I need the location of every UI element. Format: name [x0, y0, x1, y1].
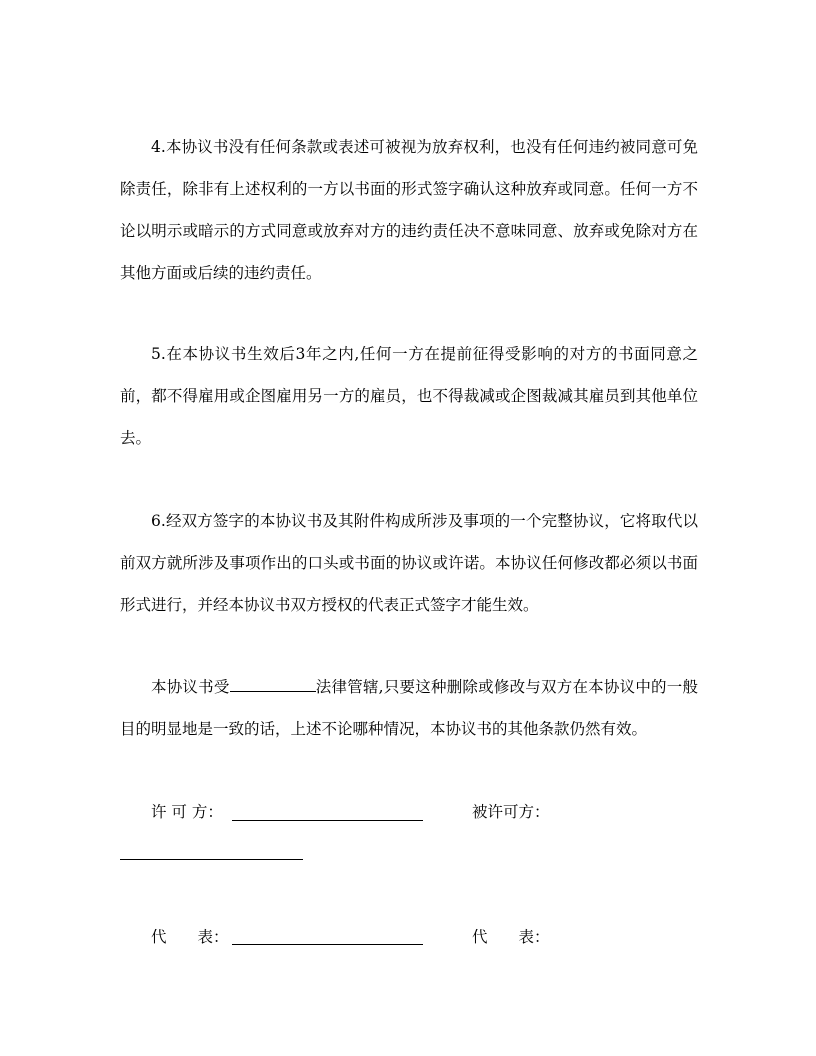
governing-law-clause	[120, 666, 698, 750]
governing-law-blank	[230, 677, 316, 692]
licensee-signature-line	[120, 859, 303, 860]
licensee-label: 被许可方：	[472, 803, 550, 821]
licensor-signature-line	[232, 820, 423, 821]
licensor-label: 许 可 方：	[151, 803, 223, 821]
governing-law-prefix: 本协议书受	[151, 678, 230, 696]
representative-left-line	[232, 944, 423, 945]
clause-6: 6.经双方签字的本协议书及其附件构成所涉及事项的一个完整协议，它将取代以前双方就所涉及事项作出的口头或书面的协议或许诺。本协议任何修改都必须以书面形式进行，并经本协议书双方授权的代表正式签字才能生效。	[120, 512, 698, 614]
representative-right-label: 代 表：	[472, 928, 550, 946]
clause-5: 5.在本协议书生效后3年之内,任何一方在提前征得受影响的对方的书面同意之前，都不得雇用或企图雇用另一方的雇员，也不得裁减或企图裁减其雇员到其他单位去。	[120, 345, 698, 447]
clause-4: 4.本协议书没有任何条款或表述可被视为放弃权利，也没有任何违约被同意可免除责任，除非有上述权利的一方以书面的形式签字确认这种放弃或同意。任何一方不论以明示或暗示的方式同意或放弃对方的违约责任决不意味同意、放弃或免除对方在其他方面或后续的违约责任。	[120, 138, 698, 282]
governing-law-suffix: 法律管辖,只要这种删除或修改与双方在本协议中的一般目的明显地是一致的话，上述不论哪种情况，本协议书的其他条款仍然有效。	[120, 678, 698, 738]
representative-left-label: 代 表：	[151, 928, 229, 946]
